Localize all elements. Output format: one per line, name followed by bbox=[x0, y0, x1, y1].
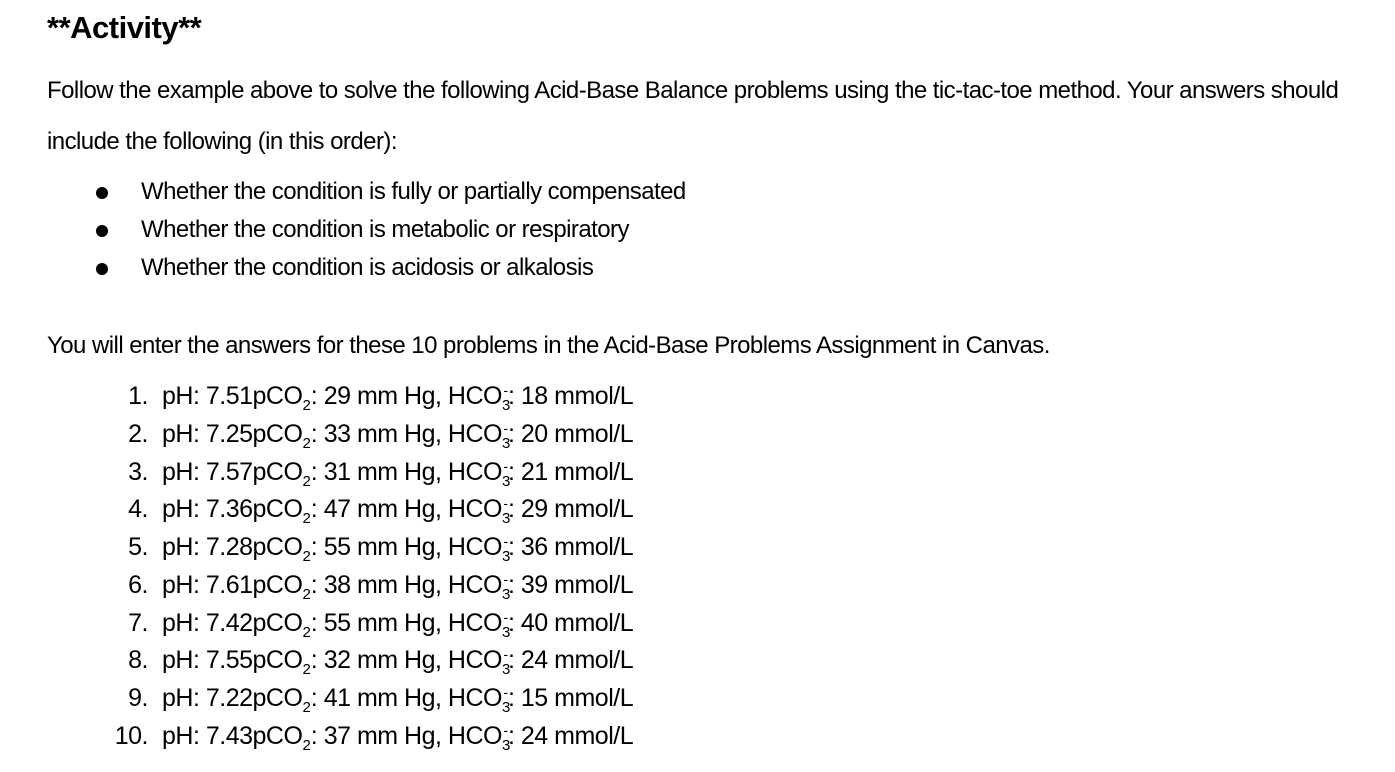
hco3-value: 21 bbox=[520, 457, 548, 486]
pco2-unit: mm Hg, bbox=[350, 684, 448, 712]
pco2-value: 31 bbox=[323, 457, 351, 486]
problem-number: 1. bbox=[128, 382, 148, 410]
bullet-text: Whether the condition is acidosis or alkalosis bbox=[141, 254, 594, 281]
hco3-unit: mmol/L bbox=[547, 382, 634, 410]
bullet-icon bbox=[96, 263, 108, 275]
instructions: You will enter the answers for these 10 problems in the Acid-Base Problems Assignment in Canvas. bbox=[47, 332, 1050, 359]
pco2-subscript: 2 bbox=[302, 585, 311, 603]
problem-text bbox=[162, 646, 633, 678]
hco3-label: HCO bbox=[447, 684, 502, 712]
hco3-colon: : bbox=[507, 570, 521, 599]
pco2-colon: : bbox=[310, 419, 324, 448]
pco2-label: pCO bbox=[252, 721, 303, 750]
pco2-value: 29 bbox=[323, 382, 351, 410]
pco2-colon: : bbox=[310, 721, 324, 750]
problem-number: 3. bbox=[128, 457, 148, 486]
hco3-subscript: 3 bbox=[501, 397, 511, 414]
ph-value: 7.61 bbox=[205, 570, 253, 599]
hco3-unit: mmol/L bbox=[547, 495, 634, 524]
pco2-colon: : bbox=[310, 457, 324, 486]
pco2-label: pCO bbox=[252, 646, 303, 675]
problem-number: 9. bbox=[128, 684, 148, 712]
ph-label: pH: bbox=[162, 382, 206, 410]
problem-text bbox=[162, 684, 633, 716]
pco2-colon: : bbox=[310, 608, 324, 637]
problem-number: 10. bbox=[114, 721, 148, 750]
pco2-colon: : bbox=[310, 533, 324, 561]
pco2-value: 41 bbox=[323, 684, 351, 712]
pco2-value: 37 bbox=[323, 721, 351, 750]
hco3-superscript: - bbox=[503, 721, 508, 738]
hco3-subscript: 3 bbox=[501, 548, 511, 565]
pco2-label: pCO bbox=[252, 382, 303, 410]
problem-number: 6. bbox=[128, 570, 148, 599]
pco2-colon: : bbox=[310, 382, 324, 410]
hco3-subscript: 3 bbox=[501, 699, 511, 716]
pco2-subscript: 2 bbox=[302, 510, 311, 528]
hco3-value: 36 bbox=[520, 533, 548, 561]
problem-text bbox=[162, 458, 633, 490]
problem-number: 5. bbox=[128, 533, 148, 561]
ph-label: pH: bbox=[162, 646, 206, 675]
hco3-superscript: - bbox=[503, 684, 508, 700]
pco2-value: 47 bbox=[323, 495, 351, 524]
hco3-unit: mmol/L bbox=[547, 457, 634, 486]
pco2-value: 55 bbox=[323, 608, 351, 637]
hco3-superscript: - bbox=[503, 419, 508, 436]
hco3-colon: : bbox=[507, 382, 521, 410]
pco2-label: pCO bbox=[252, 684, 303, 712]
pco2-colon: : bbox=[310, 570, 324, 599]
pco2-subscript: 2 bbox=[302, 736, 311, 754]
problem-text bbox=[162, 571, 633, 603]
hco3-superscript: - bbox=[503, 495, 508, 512]
hco3-subscript: 3 bbox=[501, 736, 511, 754]
hco3-subscript: 3 bbox=[501, 661, 511, 679]
hco3-colon: : bbox=[507, 684, 521, 712]
hco3-label: HCO bbox=[447, 533, 502, 561]
hco3-subscript: 3 bbox=[501, 472, 511, 490]
pco2-unit: mm Hg, bbox=[350, 495, 448, 524]
ph-label: pH: bbox=[162, 533, 206, 561]
hco3-superscript: - bbox=[503, 570, 508, 587]
hco3-colon: : bbox=[507, 721, 521, 750]
pco2-colon: : bbox=[310, 684, 324, 712]
ph-label: pH: bbox=[162, 721, 206, 750]
hco3-label: HCO bbox=[447, 608, 502, 637]
pco2-value: 32 bbox=[323, 646, 351, 675]
ph-value: 7.22 bbox=[205, 684, 253, 712]
hco3-unit: mmol/L bbox=[547, 684, 634, 712]
hco3-superscript: - bbox=[503, 608, 508, 625]
pco2-label: pCO bbox=[252, 533, 303, 561]
hco3-colon: : bbox=[507, 457, 521, 486]
pco2-subscript: 2 bbox=[302, 661, 311, 679]
problem-text bbox=[162, 382, 633, 414]
pco2-unit: mm Hg, bbox=[350, 570, 448, 599]
pco2-value: 55 bbox=[323, 533, 351, 561]
problem-number: 7. bbox=[128, 608, 148, 637]
hco3-value: 40 bbox=[520, 608, 548, 637]
hco3-value: 18 bbox=[520, 382, 548, 410]
ph-value: 7.25 bbox=[205, 419, 253, 448]
hco3-label: HCO bbox=[447, 495, 502, 524]
hco3-unit: mmol/L bbox=[547, 419, 634, 448]
hco3-superscript: - bbox=[503, 382, 508, 398]
hco3-subscript: 3 bbox=[501, 623, 511, 641]
hco3-label: HCO bbox=[447, 457, 502, 486]
ph-value: 7.51 bbox=[205, 382, 253, 410]
pco2-subscript: 2 bbox=[302, 397, 311, 414]
pco2-colon: : bbox=[310, 646, 324, 675]
pco2-unit: mm Hg, bbox=[350, 608, 448, 637]
problem-number: 2. bbox=[128, 419, 148, 448]
hco3-label: HCO bbox=[447, 570, 502, 599]
ph-value: 7.43 bbox=[205, 721, 253, 750]
hco3-colon: : bbox=[507, 646, 521, 675]
problem-text bbox=[162, 533, 633, 565]
ph-label: pH: bbox=[162, 419, 206, 448]
pco2-unit: mm Hg, bbox=[350, 382, 448, 410]
ph-label: pH: bbox=[162, 570, 206, 599]
pco2-value: 33 bbox=[323, 419, 351, 448]
hco3-colon: : bbox=[507, 608, 521, 637]
ph-label: pH: bbox=[162, 495, 206, 524]
hco3-label: HCO bbox=[447, 721, 502, 750]
hco3-unit: mmol/L bbox=[547, 646, 634, 675]
pco2-subscript: 2 bbox=[302, 434, 311, 452]
hco3-superscript: - bbox=[503, 533, 508, 549]
problem-text bbox=[162, 420, 633, 452]
hco3-colon: : bbox=[507, 533, 521, 561]
pco2-subscript: 2 bbox=[302, 548, 311, 565]
ph-value: 7.42 bbox=[205, 608, 253, 637]
hco3-label: HCO bbox=[447, 419, 502, 448]
bullet-icon bbox=[96, 187, 108, 199]
hco3-subscript: 3 bbox=[501, 585, 511, 603]
hco3-unit: mmol/L bbox=[547, 570, 634, 599]
ph-value: 7.55 bbox=[205, 646, 253, 675]
intro-line-1: Follow the example above to solve the following Acid-Base Balance problems using the tic-tac-toe method. Your answers should bbox=[47, 77, 1339, 104]
pco2-label: pCO bbox=[252, 457, 303, 486]
problem-text bbox=[162, 722, 633, 754]
pco2-unit: mm Hg, bbox=[350, 533, 448, 561]
hco3-unit: mmol/L bbox=[547, 533, 634, 561]
pco2-colon: : bbox=[310, 495, 324, 524]
hco3-superscript: - bbox=[503, 646, 508, 663]
ph-label: pH: bbox=[162, 457, 206, 486]
hco3-value: 29 bbox=[520, 495, 548, 524]
bullet-icon bbox=[96, 225, 108, 237]
pco2-label: pCO bbox=[252, 608, 303, 637]
bullet-text: Whether the condition is metabolic or respiratory bbox=[141, 216, 629, 243]
pco2-subscript: 2 bbox=[302, 699, 311, 716]
pco2-unit: mm Hg, bbox=[350, 457, 448, 486]
hco3-value: 24 bbox=[520, 646, 548, 675]
pco2-subscript: 2 bbox=[302, 623, 311, 641]
hco3-subscript: 3 bbox=[501, 510, 511, 528]
problem-text bbox=[162, 609, 633, 641]
pco2-label: pCO bbox=[252, 570, 303, 599]
pco2-unit: mm Hg, bbox=[350, 721, 448, 750]
page-title: **Activity** bbox=[47, 10, 202, 45]
problem-number: 8. bbox=[128, 646, 148, 675]
hco3-subscript: 3 bbox=[501, 434, 511, 452]
hco3-label: HCO bbox=[447, 646, 502, 675]
hco3-superscript: - bbox=[503, 457, 508, 474]
hco3-colon: : bbox=[507, 495, 521, 524]
hco3-value: 15 bbox=[520, 684, 548, 712]
pco2-subscript: 2 bbox=[302, 472, 311, 490]
ph-label: pH: bbox=[162, 608, 206, 637]
hco3-label: HCO bbox=[447, 382, 502, 410]
pco2-label: pCO bbox=[252, 495, 303, 524]
problem-number: 4. bbox=[128, 495, 148, 524]
pco2-unit: mm Hg, bbox=[350, 646, 448, 675]
ph-value: 7.28 bbox=[205, 533, 253, 561]
hco3-unit: mmol/L bbox=[547, 608, 634, 637]
hco3-value: 39 bbox=[520, 570, 548, 599]
hco3-value: 20 bbox=[520, 419, 548, 448]
pco2-value: 38 bbox=[323, 570, 351, 599]
ph-value: 7.57 bbox=[205, 457, 253, 486]
pco2-label: pCO bbox=[252, 419, 303, 448]
ph-value: 7.36 bbox=[205, 495, 253, 524]
hco3-colon: : bbox=[507, 419, 521, 448]
pco2-unit: mm Hg, bbox=[350, 419, 448, 448]
intro-line-2: include the following (in this order): bbox=[47, 128, 397, 155]
hco3-unit: mmol/L bbox=[547, 721, 634, 750]
ph-label: pH: bbox=[162, 684, 206, 712]
problem-text bbox=[162, 495, 633, 527]
hco3-value: 24 bbox=[520, 721, 548, 750]
bullet-text: Whether the condition is fully or partially compensated bbox=[141, 178, 686, 205]
